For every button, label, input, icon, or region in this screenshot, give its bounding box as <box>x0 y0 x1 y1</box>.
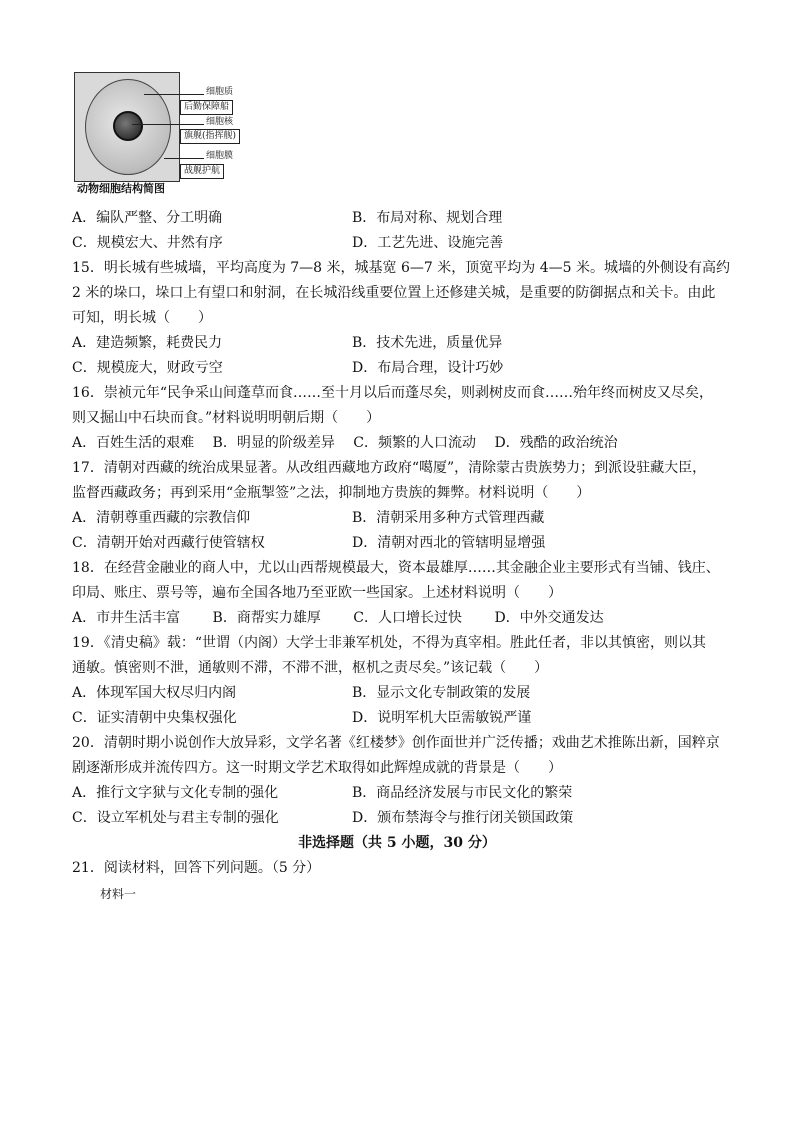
q18-stem-line-1: 18．在经营金融业的商人中，尤以山西帮规模最大，资本最雄厚……其金融企业主要形式有当铺、钱庄、 <box>72 560 720 576</box>
label-cytoplasm: 细胞质 <box>206 87 234 97</box>
leader-line <box>132 124 204 125</box>
q15-stem-line-1: 15．明长城有些城墙，平均高度为 7—8 米，城基宽 6—7 米，顶宽平均为 4—5 米。城墙的外侧设有高约 <box>72 260 730 276</box>
q16-stem-line-2: 则又掘山中石块而食。”材料说明明朝后期（ ） <box>72 410 381 426</box>
q16-options: A．百姓生活的艰难 B．明显的阶级差异 C．频繁的人口流动 D．残酷的政治统治 <box>72 435 618 451</box>
q17-option-d: D．清朝对西北的管辖明显增强 <box>352 535 546 551</box>
q20-option-d: D．颁布禁海令与推行闭关锁国政策 <box>352 810 574 826</box>
q14-option-a: A．编队严整、分工明确 <box>72 210 223 226</box>
q17-option-b: B．清朝采用多种方式管理西藏 <box>352 510 545 526</box>
section-title-non-choice: 非选择题（共 5 小题，30 分） <box>298 835 496 851</box>
q21-material-label: 材料一 <box>100 887 137 901</box>
label-membrane: 细胞膜 <box>206 151 234 161</box>
q16-stem-line-1: 16．崇祯元年“民争采山间蓬草而食……至十月以后而蓬尽矣，则剥树皮而食……殆年终而树皮又尽矣， <box>72 385 713 401</box>
q15-stem-line-2: 2 米的垛口，垛口上有望口和射洞，在长城沿线重要位置上还修建关城，是重要的防御据点和关卡。由此 <box>72 285 716 301</box>
q19-option-d: D．说明军机大臣需敏锐严谨 <box>352 710 532 726</box>
label-nucleus: 细胞核 <box>206 117 234 127</box>
q15-stem-line-3: 可知，明长城（ ） <box>72 310 212 326</box>
q15-option-a: A．建造频繁，耗费民力 <box>72 335 223 351</box>
q15-option-d: D．布局合理，设计巧妙 <box>352 360 504 376</box>
q18-options: A．市井生活丰富 B．商帮实力雄厚 C．人口增长过快 D．中外交通发达 <box>72 610 604 626</box>
q19-option-c: C．证实清朝中央集权强化 <box>72 710 237 726</box>
q17-option-a: A．清朝尊重西藏的宗教信仰 <box>72 510 251 526</box>
q17-stem-line-2: 监督西藏政务；再到采用“金瓶掣签”之法，抑制地方贵族的舞弊。材料说明（ ） <box>72 485 591 501</box>
cell-image-frame <box>74 72 180 182</box>
q14-option-c: C．规模宏大、井然有序 <box>72 235 223 251</box>
cell-structure-figure <box>74 72 254 200</box>
q19-stem-line-1: 19．《清史稿》载：“世谓（内阁）大学士非兼军机处，不得为真宰相。胜此任者，非以其慎密，则以其 <box>72 635 706 651</box>
q14-option-b: B．布局对称、规划合理 <box>352 210 503 226</box>
q21-stem: 21．阅读材料，回答下列问题。（5 分） <box>72 860 321 876</box>
cell-nucleus <box>113 111 143 141</box>
q20-stem-line-2: 剧逐渐形成并流传四方。这一时期文学艺术取得如此辉煌成就的背景是（ ） <box>72 760 562 776</box>
q20-option-a: A．推行文字狱与文化专制的强化 <box>72 785 279 801</box>
q19-option-a: A．体现军国大权尽归内阁 <box>72 685 237 701</box>
q15-option-c: C．规模庞大，财政亏空 <box>72 360 223 376</box>
q19-option-b: B．显示文化专制政策的发展 <box>352 685 531 701</box>
leader-line <box>164 158 204 159</box>
leader-line <box>144 94 204 95</box>
box-flagship: 旗舰(指挥舰) <box>180 129 240 144</box>
q17-stem-line-1: 17．清朝对西藏的统治成果显著。从改组西藏地方政府“噶厦”，清除蒙古贵族势力；到派设驻藏大臣， <box>72 460 707 476</box>
q17-option-c: C．清朝开始对西藏行使管辖权 <box>72 535 265 551</box>
q20-stem-line-1: 20．清朝时期小说创作大放异彩，文学名著《红楼梦》创作面世并广泛传播；戏曲艺术推陈出新，国粹京 <box>72 735 720 751</box>
q15-option-b: B．技术先进，质量优异 <box>352 335 503 351</box>
q18-stem-line-2: 印局、账庄、票号等，遍布全国各地乃至亚欧一些国家。上述材料说明（ ） <box>72 585 562 601</box>
q19-stem-line-2: 通敏。慎密则不泄，通敏则不滞，不滞不泄，枢机之责尽矣。”该记载（ ） <box>72 660 549 676</box>
q20-option-b: B．商品经济发展与市民文化的繁荣 <box>352 785 573 801</box>
figure-caption: 动物细胞结构简图 <box>77 182 165 195</box>
box-escort-warships: 战舰护航 <box>180 164 224 179</box>
q14-option-d: D．工艺先进、设施完善 <box>352 235 504 251</box>
box-logistics-ship: 后勤保障船 <box>180 100 233 115</box>
q20-option-c: C．设立军机处与君主专制的强化 <box>72 810 279 826</box>
